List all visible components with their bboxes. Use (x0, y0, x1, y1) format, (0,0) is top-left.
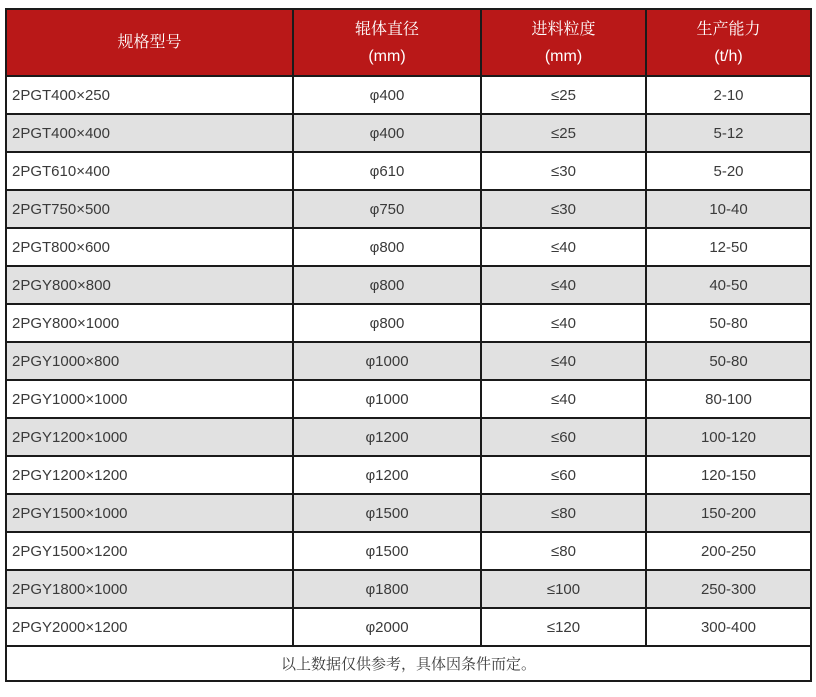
column-header-unit: (t/h) (714, 47, 743, 65)
cell-model: 2PGY1000×800 (6, 342, 293, 380)
cell-model: 2PGY1500×1000 (6, 494, 293, 532)
table-row (6, 532, 811, 570)
cell-capacity: 250-300 (646, 570, 811, 608)
table-row (6, 304, 811, 342)
cell-feed-size: ≤40 (481, 266, 646, 304)
footer-note: 以上数据仅供参考，具体因条件而定。 (6, 646, 811, 681)
cell-capacity: 40-50 (646, 266, 811, 304)
cell-capacity: 12-50 (646, 228, 811, 266)
cell-capacity: 5-20 (646, 152, 811, 190)
cell-model: 2PGT610×400 (6, 152, 293, 190)
header-row (6, 9, 811, 76)
cell-feed-size: ≤60 (481, 456, 646, 494)
footer-row (6, 646, 811, 681)
cell-feed-size: ≤60 (481, 418, 646, 456)
table-row (6, 152, 811, 190)
cell-model: 2PGY2000×1200 (6, 608, 293, 646)
cell-model: 2PGT400×400 (6, 114, 293, 152)
cell-model: 2PGY1500×1200 (6, 532, 293, 570)
cell-capacity: 100-120 (646, 418, 811, 456)
cell-model: 2PGY1000×1000 (6, 380, 293, 418)
table-row (6, 418, 811, 456)
column-header-roller-diameter (293, 9, 481, 76)
table-row (6, 456, 811, 494)
table-row (6, 380, 811, 418)
cell-capacity: 150-200 (646, 494, 811, 532)
cell-model: 2PGY1200×1200 (6, 456, 293, 494)
page (0, 8, 816, 697)
cell-roller-diameter: φ400 (293, 114, 481, 152)
cell-capacity: 2-10 (646, 76, 811, 114)
column-header-label: 生产能力 (696, 20, 761, 38)
cell-capacity: 50-80 (646, 342, 811, 380)
cell-feed-size: ≤120 (481, 608, 646, 646)
cell-capacity: 50-80 (646, 304, 811, 342)
cell-feed-size: ≤25 (481, 114, 646, 152)
column-header-model (6, 9, 293, 76)
column-header-label: 规格型号 (117, 34, 182, 51)
cell-model: 2PGY1800×1000 (6, 570, 293, 608)
cell-roller-diameter: φ1200 (293, 456, 481, 494)
table-row (6, 228, 811, 266)
cell-feed-size: ≤40 (481, 304, 646, 342)
cell-capacity: 5-12 (646, 114, 811, 152)
cell-model: 2PGY800×1000 (6, 304, 293, 342)
cell-capacity: 80-100 (646, 380, 811, 418)
cell-feed-size: ≤40 (481, 228, 646, 266)
cell-capacity: 120-150 (646, 456, 811, 494)
cell-feed-size: ≤40 (481, 380, 646, 418)
cell-feed-size: ≤80 (481, 494, 646, 532)
cell-roller-diameter: φ750 (293, 190, 481, 228)
cell-feed-size: ≤30 (481, 190, 646, 228)
table-row (6, 266, 811, 304)
cell-feed-size: ≤80 (481, 532, 646, 570)
cell-roller-diameter: φ400 (293, 76, 481, 114)
table-row (6, 494, 811, 532)
table-row (6, 570, 811, 608)
cell-roller-diameter: φ1500 (293, 532, 481, 570)
table-row (6, 190, 811, 228)
table-row (6, 76, 811, 114)
cell-model: 2PGT400×250 (6, 76, 293, 114)
table-body (6, 76, 811, 646)
cell-model: 2PGY800×800 (6, 266, 293, 304)
cell-capacity: 200-250 (646, 532, 811, 570)
column-header-feed-size (481, 9, 646, 76)
cell-model: 2PGT750×500 (6, 190, 293, 228)
cell-roller-diameter: φ1200 (293, 418, 481, 456)
cell-roller-diameter: φ1000 (293, 380, 481, 418)
cell-roller-diameter: φ1000 (293, 342, 481, 380)
table-row (6, 608, 811, 646)
column-header-unit: (mm) (544, 47, 583, 65)
cell-roller-diameter: φ2000 (293, 608, 481, 646)
cell-roller-diameter: φ800 (293, 228, 481, 266)
cell-capacity: 10-40 (646, 190, 811, 228)
cell-feed-size: ≤30 (481, 152, 646, 190)
cell-roller-diameter: φ800 (293, 266, 481, 304)
column-header-unit: (mm) (368, 47, 406, 65)
column-header-capacity (646, 9, 811, 76)
cell-roller-diameter: φ610 (293, 152, 481, 190)
column-header-label: 进料粒度 (531, 20, 596, 38)
column-header-label: 辊体直径 (354, 20, 419, 38)
cell-roller-diameter: φ800 (293, 304, 481, 342)
spec-table (5, 8, 812, 682)
cell-capacity: 300-400 (646, 608, 811, 646)
cell-model: 2PGY1200×1000 (6, 418, 293, 456)
table-row (6, 114, 811, 152)
cell-roller-diameter: φ1500 (293, 494, 481, 532)
cell-model: 2PGT800×600 (6, 228, 293, 266)
table-row (6, 342, 811, 380)
cell-feed-size: ≤40 (481, 342, 646, 380)
cell-roller-diameter: φ1800 (293, 570, 481, 608)
cell-feed-size: ≤100 (481, 570, 646, 608)
cell-feed-size: ≤25 (481, 76, 646, 114)
